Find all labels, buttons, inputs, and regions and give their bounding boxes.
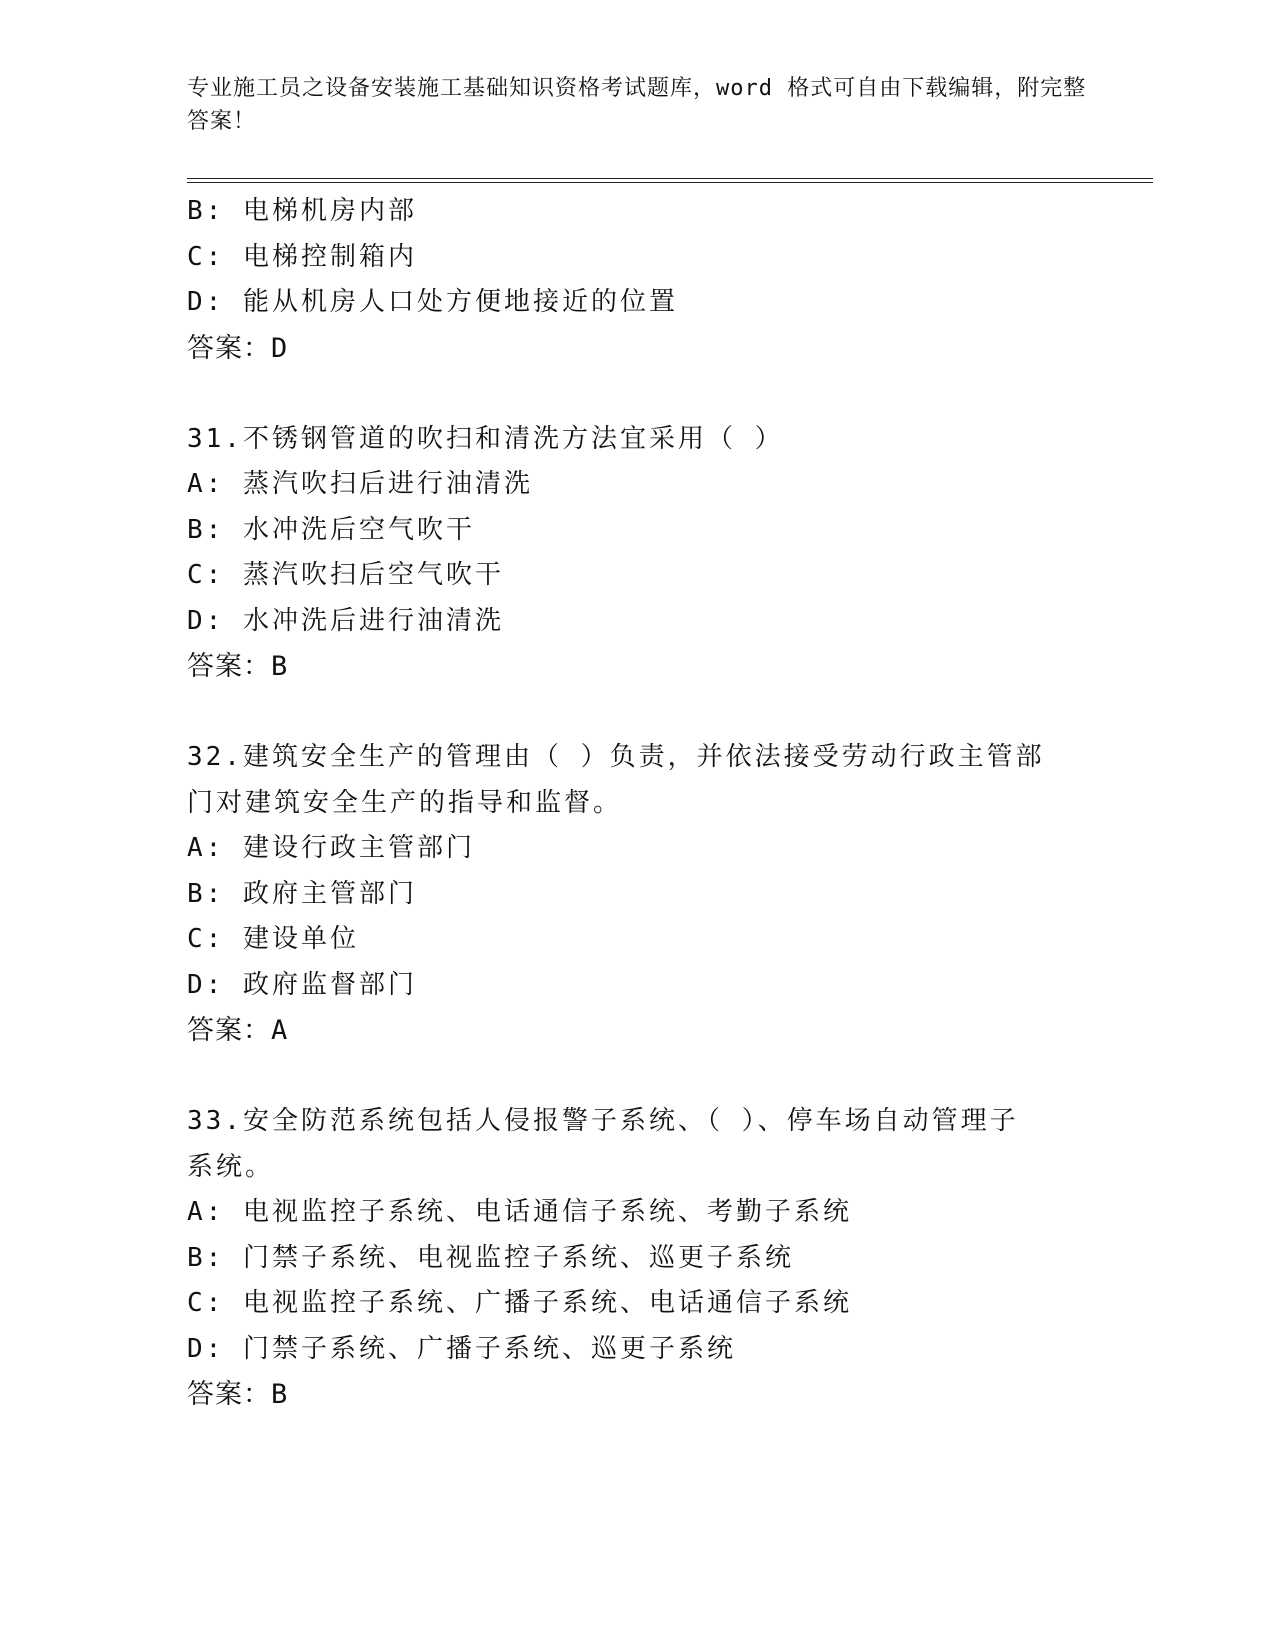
question-text: 32.建筑安全生产的管理由（ ）负责，并依法接受劳动行政主管部门对建筑安全生产的指导和监督。 xyxy=(187,742,1045,818)
question-30-continuation xyxy=(187,189,1087,371)
question-text: 31.不锈钢管道的吹扫和清洗方法宜采用（ ） xyxy=(187,423,784,454)
option-a: A: 电视监控子系统、电话通信子系统、考勤子系统 xyxy=(187,1197,852,1227)
answer-label: 答案：B xyxy=(187,1379,289,1410)
option-c: C: 电梯控制箱内 xyxy=(187,241,417,272)
question-31 xyxy=(187,417,1087,690)
option-a: A: 建设行政主管部门 xyxy=(187,833,475,863)
option-d: D: 门禁子系统、广播子系统、巡更子系统 xyxy=(187,1333,736,1364)
answer-label: 答案：D xyxy=(187,332,289,364)
option-b: B: 门禁子系统、电视监控子系统、巡更子系统 xyxy=(187,1242,794,1273)
option-c: C: 建设单位 xyxy=(187,924,359,954)
header-divider-bottom xyxy=(187,182,1153,183)
option-b: B: 水冲洗后空气吹干 xyxy=(187,514,475,545)
question-32 xyxy=(187,735,1087,1054)
option-d: D: 水冲洗后进行油清洗 xyxy=(187,605,504,636)
option-d: D: 能从机房人口处方便地接近的位置 xyxy=(187,287,678,317)
question-list xyxy=(187,189,1087,1418)
option-d: D: 政府监督部门 xyxy=(187,969,417,1000)
option-b: B: 电梯机房内部 xyxy=(187,196,417,226)
answer-label: 答案：A xyxy=(187,1015,289,1046)
option-b: B: 政府主管部门 xyxy=(187,878,417,909)
question-text: 33.安全防范系统包括人侵报警子系统、（ ）、停车场自动管理子系统。 xyxy=(187,1106,1019,1182)
document-header: 专业施工员之设备安装施工基础知识资格考试题库，word 格式可自由下载编辑，附完整答案！ xyxy=(187,76,1087,134)
spacer xyxy=(187,371,1087,417)
question-33 xyxy=(187,1099,1087,1418)
header-divider-top xyxy=(187,178,1153,179)
answer-label: 答案：B xyxy=(187,651,289,682)
spacer xyxy=(187,1054,1087,1100)
option-a: A: 蒸汽吹扫后进行油清洗 xyxy=(187,469,533,499)
option-c: C: 电视监控子系统、广播子系统、电话通信子系统 xyxy=(187,1288,852,1318)
option-c: C: 蒸汽吹扫后空气吹干 xyxy=(187,560,504,590)
spacer xyxy=(187,690,1087,736)
